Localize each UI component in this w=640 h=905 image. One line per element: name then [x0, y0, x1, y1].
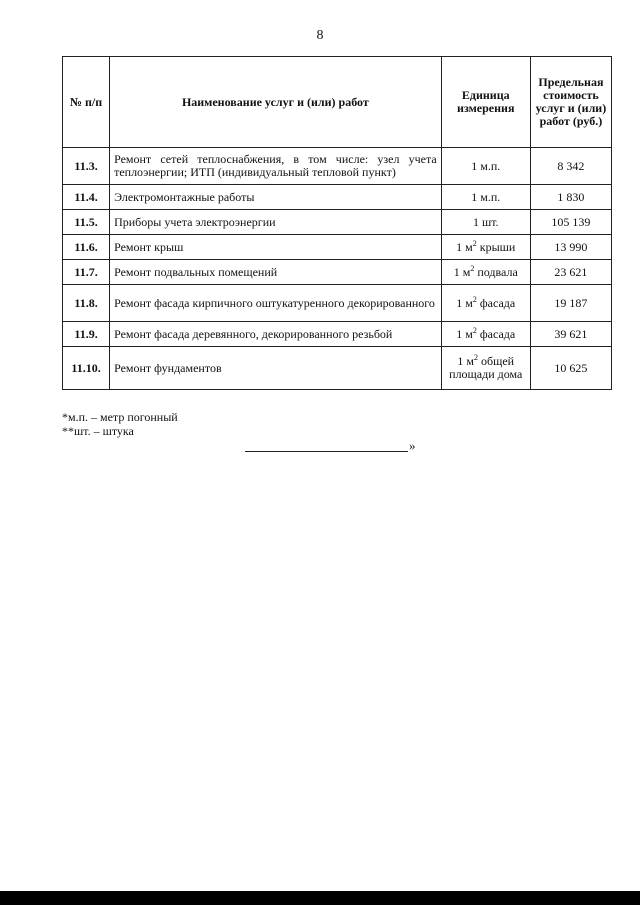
- row-name: Приборы учета электроэнергии: [110, 210, 442, 235]
- row-name: Ремонт крыш: [110, 235, 442, 260]
- row-price: 1 830: [530, 185, 611, 210]
- row-num: 11.6.: [63, 235, 110, 260]
- row-price: 39 621: [530, 322, 611, 347]
- row-num: 11.10.: [63, 347, 110, 390]
- closing-rule: [245, 441, 408, 452]
- row-num: 11.5.: [63, 210, 110, 235]
- row-unit: 1 $м^2$ подвала: [441, 260, 530, 285]
- row-unit: 1 $м^2$ фасада: [441, 285, 530, 322]
- header-name: Наименование услуг и (или) работ: [110, 57, 442, 148]
- footnotes: [62, 410, 178, 438]
- row-price: 8 342: [530, 148, 611, 185]
- header-unit: Единица измерения: [441, 57, 530, 148]
- price-table: [62, 56, 612, 390]
- row-num: 11.4.: [63, 185, 110, 210]
- row-price: 10 625: [530, 347, 611, 390]
- row-unit: 1 $м^2$ крыши: [441, 235, 530, 260]
- header-price: Предельная стоимость услуг и (или) работ (руб.): [530, 57, 611, 148]
- row-price: 19 187: [530, 285, 611, 322]
- table-row: [63, 285, 612, 322]
- row-unit: 1 $м^2$ общей площади дома: [441, 347, 530, 390]
- header-num: № п/п: [63, 57, 110, 148]
- row-unit: 1 шт.: [441, 210, 530, 235]
- row-unit: 1 м.п.: [441, 148, 530, 185]
- row-price: 23 621: [530, 260, 611, 285]
- row-num: 11.9.: [63, 322, 110, 347]
- footnote-meter: *м.п. – метр погонный: [62, 410, 178, 424]
- table-row: [63, 235, 612, 260]
- table-row: [63, 185, 612, 210]
- row-unit: 1 $м^2$ фасада: [441, 322, 530, 347]
- row-name: Электромонтажные работы: [110, 185, 442, 210]
- row-unit: 1 м.п.: [441, 185, 530, 210]
- footnote-piece: **шт. – штука: [62, 424, 134, 438]
- table-row: [63, 210, 612, 235]
- row-num: 11.8.: [63, 285, 110, 322]
- closing-quote: »: [409, 438, 416, 453]
- row-price: 105 139: [530, 210, 611, 235]
- row-num: 11.3.: [63, 148, 110, 185]
- row-num: 11.7.: [63, 260, 110, 285]
- table-row: [63, 322, 612, 347]
- row-price: 13 990: [530, 235, 611, 260]
- page-number: 8: [316, 28, 324, 43]
- row-name: Ремонт фундаментов: [110, 347, 442, 390]
- row-name: Ремонт фасада кирпичного оштукатуренного декорированного: [110, 285, 442, 322]
- scan-border: [0, 891, 640, 905]
- table-row: [63, 148, 612, 185]
- table-header-row: [63, 57, 612, 148]
- table-row: [63, 260, 612, 285]
- row-name: Ремонт сетей теплоснабжения, в том числе: узел учета теплоэнергии; ИТП (индивидуальный тепловой пункт): [110, 148, 442, 185]
- table-row: [63, 347, 612, 390]
- row-name: Ремонт фасада деревянного, декорированного резьбой: [110, 322, 442, 347]
- row-name: Ремонт подвальных помещений: [110, 260, 442, 285]
